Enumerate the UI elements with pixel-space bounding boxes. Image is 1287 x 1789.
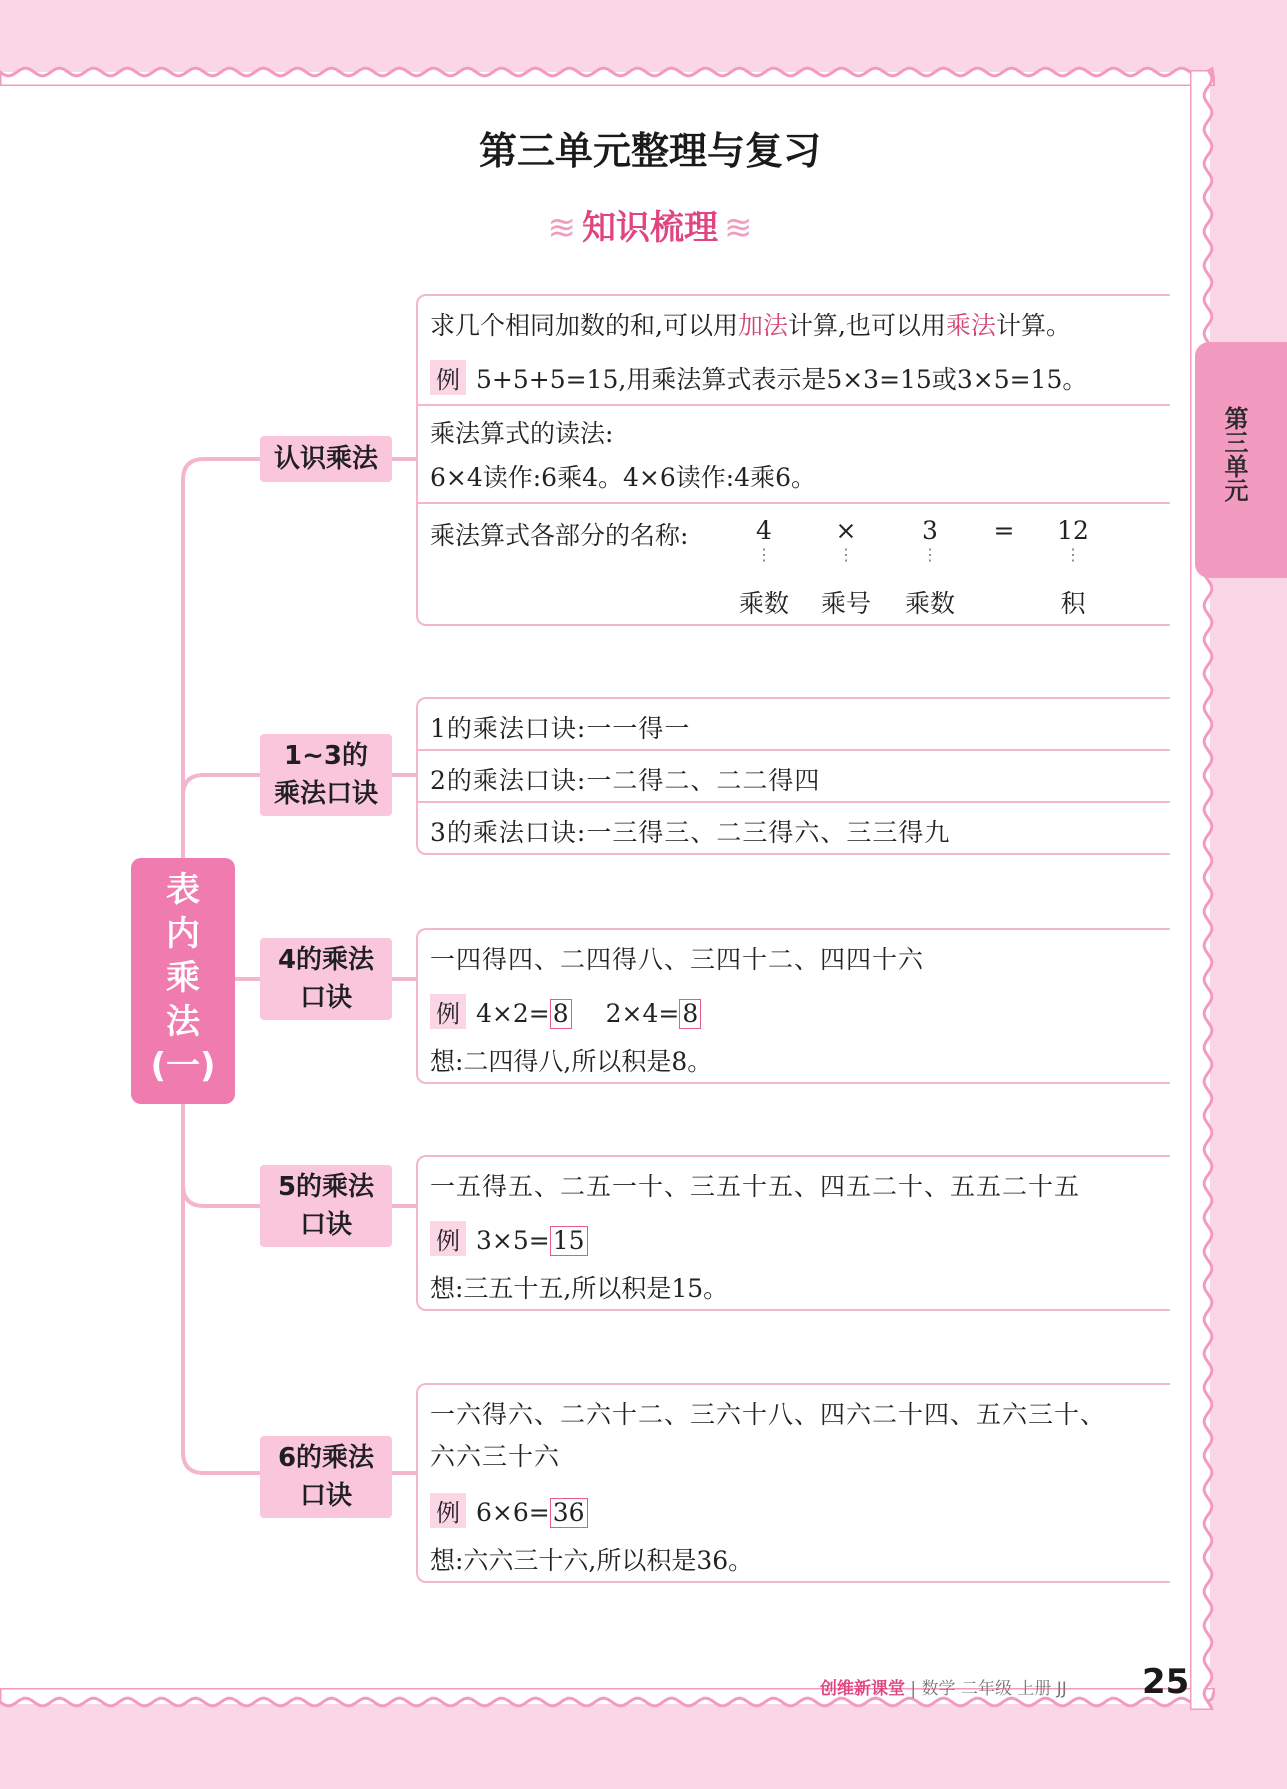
footer-brand: 创维新课堂 — [820, 1679, 905, 1699]
rhyme-row — [418, 751, 1170, 803]
branch-rhymes-1-3 — [260, 734, 392, 816]
unit-side-tab-label: 第三单元 — [1220, 406, 1248, 502]
page-title: 第三单元整理与复习 — [478, 129, 821, 173]
branch-rhymes-6 — [260, 1436, 392, 1518]
root-char: 法 — [166, 1002, 200, 1042]
example-5: 例 3×5= 15 — [430, 1221, 588, 1256]
branch-label: 6的乘法 — [277, 1443, 375, 1473]
rhyme-2: 2的乘法口诀:一二得二、二二得四 — [430, 766, 821, 795]
answer-box: 15 — [550, 1226, 588, 1256]
box-rhymes-6 — [416, 1383, 1170, 1583]
branch-label: 1~3的 — [284, 741, 368, 771]
box-rhymes-1-3 — [416, 697, 1170, 855]
branch-label: 口诀 — [299, 1210, 352, 1240]
example-tag: 例 — [430, 1493, 466, 1528]
branch-label: 口诀 — [299, 983, 352, 1013]
part-name: 积 — [1060, 589, 1086, 618]
subtitle-deco-left: ≋ — [547, 208, 576, 248]
think-5: 想:三五十五,所以积是15。 — [430, 1274, 729, 1303]
definition-example: 例 5+5+5=15,用乘法算式表示是5×3=15或3×5=15。 — [430, 360, 1087, 396]
branch-label: 认识乘法 — [273, 444, 378, 474]
part-names-title: 乘法算式各部分的名称: — [430, 521, 689, 550]
example-tag: 例 — [430, 1221, 466, 1256]
box-multiplication-intro — [416, 294, 1170, 626]
dotted-connector: ⋮ — [838, 545, 854, 564]
subtitle-text: 知识梳理 — [582, 208, 718, 248]
example-tag: 例 — [430, 994, 466, 1029]
connector-b2 — [183, 775, 262, 795]
rhyme-4-text: 一四得四、二四得八、三四十二、四四十六 — [430, 945, 925, 974]
rhyme-1: 1的乘法口诀:一一得一 — [430, 714, 691, 743]
connector-b1 — [183, 459, 262, 858]
answer-box: 8 — [550, 999, 572, 1029]
dotted-connector: ⋮ — [922, 545, 938, 564]
branch-multiplication-intro — [260, 436, 392, 482]
definition-text: 求几个相同加数的和,可以用加法计算,也可以用乘法计算。 — [430, 311, 1071, 340]
branch-label: 4的乘法 — [277, 945, 375, 975]
rhyme-6-text-2: 六六三十六 — [430, 1442, 561, 1471]
part-name: 乘数 — [738, 589, 789, 618]
part-value: 3 — [922, 516, 938, 545]
branch-label: 口诀 — [299, 1481, 352, 1511]
rhyme-row — [418, 699, 1170, 751]
example-6: 例 6×6= 36 — [430, 1493, 588, 1528]
part-value: = — [993, 516, 1015, 545]
root-char: (一) — [150, 1046, 216, 1086]
connector-b5 — [183, 1104, 262, 1473]
subtitle-deco-right: ≋ — [724, 208, 753, 248]
reading-line: 6×4读作:6乘4。4×6读作:4乘6。 — [430, 463, 816, 492]
reading-title: 乘法算式的读法: — [430, 419, 614, 448]
rhyme-6-text-1: 一六得六、二六十二、三六十八、四六二十四、五六三十、 — [430, 1400, 1107, 1429]
footer-details: | 数学 二年级 上册 JJ — [910, 1679, 1067, 1699]
branch-rhymes-5 — [260, 1165, 392, 1247]
example-4: 例 4×2= 8 2×4= 8 — [430, 994, 701, 1029]
answer-box: 36 — [550, 1498, 588, 1528]
root-char: 内 — [166, 914, 200, 954]
example-tag: 例 — [430, 360, 466, 395]
part-name: 乘号 — [820, 589, 871, 618]
root-node — [131, 858, 235, 1104]
part-value: × — [835, 516, 857, 545]
footer-info — [820, 1674, 1067, 1699]
section-definition — [418, 296, 1170, 406]
root-char: 表 — [166, 870, 200, 910]
section-part-names — [418, 504, 1170, 624]
branch-rhymes-4 — [260, 938, 392, 1020]
root-char: 乘 — [166, 958, 200, 998]
dotted-connector: ⋮ — [756, 545, 772, 564]
rhyme-row — [418, 803, 1170, 853]
branch-label: 乘法口诀 — [273, 779, 378, 809]
answer-box: 8 — [679, 999, 701, 1029]
connector-b4 — [183, 1185, 262, 1206]
box-rhymes-5 — [416, 1155, 1170, 1311]
part-value: 4 — [756, 516, 772, 545]
page-number: 25 — [1142, 1662, 1190, 1702]
rhyme-5-text: 一五得五、二五一十、三五十五、四五二十、五五二十五 — [430, 1172, 1081, 1201]
part-value: 12 — [1057, 516, 1089, 545]
think-6: 想:六六三十六,所以积是36。 — [430, 1546, 754, 1575]
rhyme-3: 3的乘法口诀:一三得三、二三得六、三三得九 — [430, 818, 951, 847]
branch-label: 5的乘法 — [277, 1172, 375, 1202]
box-rhymes-4 — [416, 928, 1170, 1084]
dotted-connector: ⋮ — [1065, 545, 1081, 564]
part-name: 乘数 — [904, 589, 955, 618]
section-reading — [418, 406, 1170, 504]
think-4: 想:二四得八,所以积是8。 — [430, 1047, 713, 1076]
